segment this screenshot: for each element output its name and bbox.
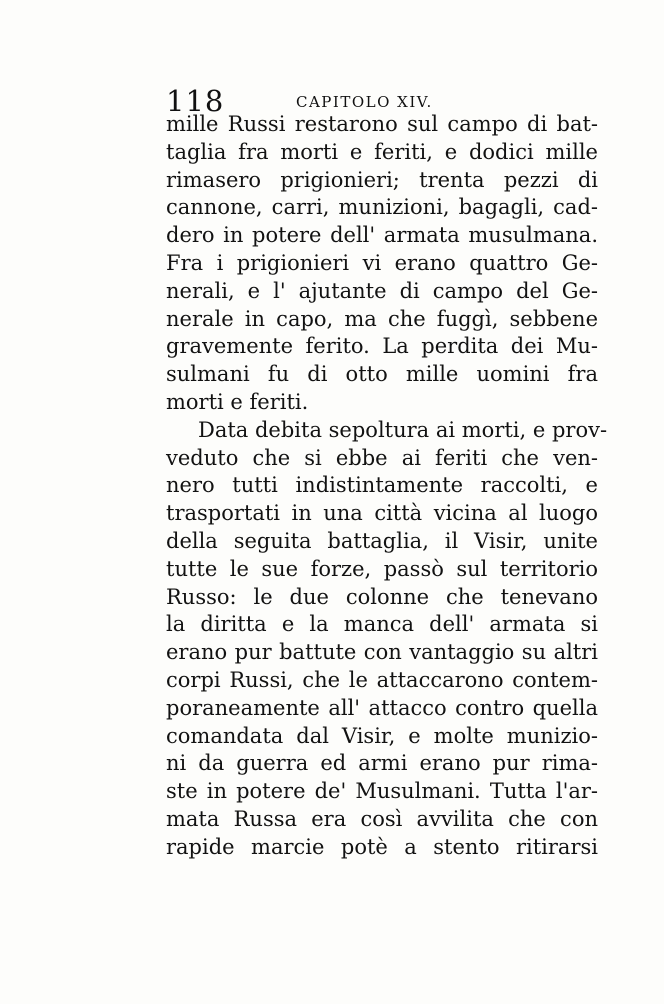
text-line: nerale in capo, ma che fuggì, sebbene [166, 306, 598, 331]
text-line: Data debita sepoltura ai morti, e prov- [198, 417, 608, 442]
page-number: 118 [166, 84, 225, 118]
body-text [166, 111, 608, 862]
text-line: tutte le sue forze, passò sul territorio [166, 556, 598, 581]
paragraph [166, 111, 598, 417]
running-head: CAPITOLO XIV. [296, 93, 433, 111]
text-line: sulmani fu di otto mille uomini fra [166, 362, 598, 387]
text-line: poraneamente all' attacco contro quella [166, 695, 598, 720]
text-line: comandata dal Visir, e molte munizio- [166, 723, 598, 748]
text-line: trasportati in una città vicina al luogo [166, 501, 598, 526]
text-line: rimasero prigionieri; trenta pezzi di [166, 167, 598, 192]
text-line: erano pur battute con vantaggio su altri [166, 640, 598, 665]
text-line: corpi Russi, che le attaccarono contem- [166, 667, 598, 692]
text-line: rapide marcie potè a stento ritirarsi [166, 834, 598, 859]
text-line: della seguita battaglia, il Visir, unite [166, 528, 598, 553]
text-line: morti e feriti. [166, 389, 309, 414]
text-line: nerali, e l' ajutante di campo del Ge- [166, 278, 598, 303]
text-line: la diritta e la manca dell' armata si [166, 612, 598, 637]
text-line: taglia fra morti e feriti, e dodici mille [166, 139, 598, 164]
text-line: Fra i prigionieri vi erano quattro Ge- [166, 250, 598, 275]
text-line: ste in potere de' Musulmani. Tutta l'ar- [166, 779, 598, 804]
text-line: Russo: le due colonne che tenevano [166, 584, 598, 609]
text-line: ni da guerra ed armi erano pur rima- [166, 751, 598, 776]
text-line: cannone, carri, munizioni, bagagli, cad- [166, 195, 598, 220]
paragraph [166, 417, 608, 862]
text-line: veduto che si ebbe ai feriti che ven- [166, 445, 598, 470]
text-line: nero tutti indistintamente raccolti, e [166, 473, 598, 498]
text-line: mille Russi restarono sul campo di bat- [166, 112, 598, 136]
text-line: dero in potere dell' armata musulmana. [166, 223, 598, 248]
text-line: gravemente ferito. La perdita dei Mu- [166, 334, 598, 359]
text-line: mata Russa era così avvilita che con [166, 806, 598, 831]
